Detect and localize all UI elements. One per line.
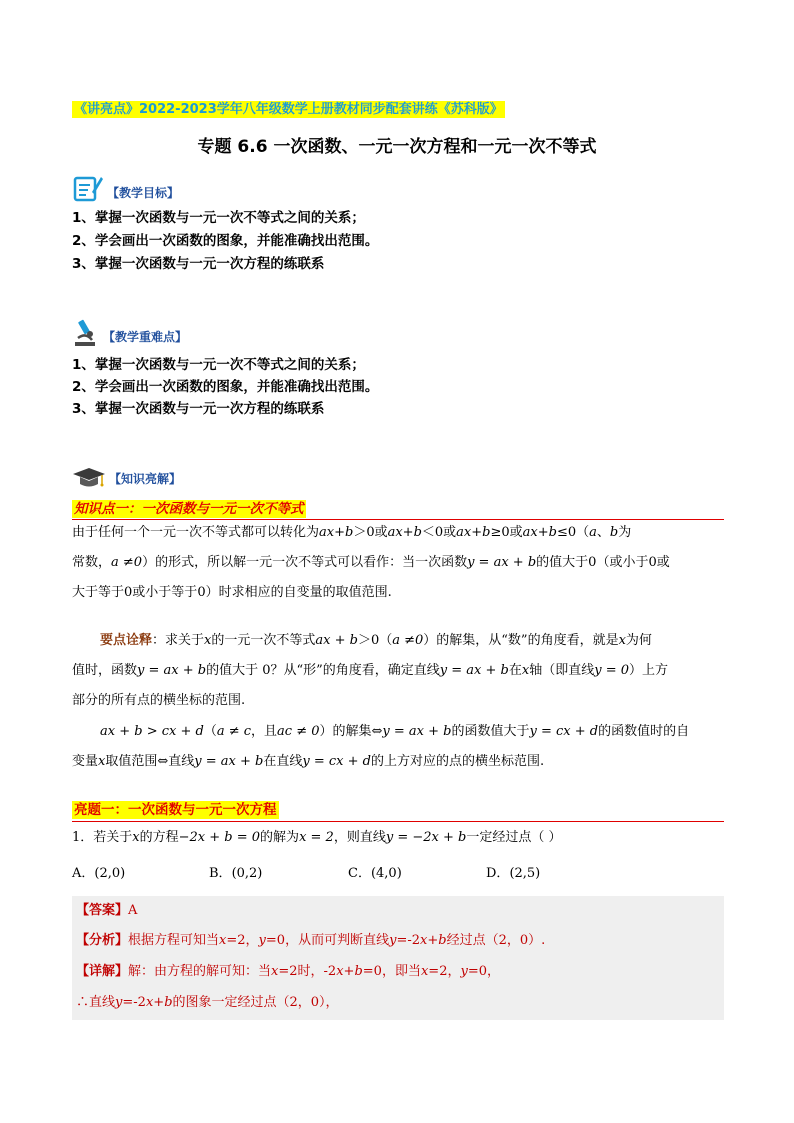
math-expr: a ≠0	[111, 555, 143, 570]
section-keypoints-label: 【教学重难点】	[103, 330, 188, 344]
math-var: b	[164, 995, 173, 1010]
math-num: 0	[197, 585, 206, 600]
answer-value: A	[128, 903, 138, 918]
example-heading-rule	[72, 821, 724, 822]
option-value: (4,0)	[370, 866, 402, 881]
paragraph-line	[72, 686, 728, 716]
text-run: =0，从而可判断直线	[265, 933, 390, 948]
math-var: y	[115, 995, 123, 1010]
text-run: +	[343, 964, 355, 979]
math-var: x	[521, 663, 530, 678]
text-run: ，则直线	[333, 830, 386, 845]
text-run: 变量	[72, 754, 99, 769]
option-value: (0,2)	[231, 866, 263, 881]
goal-item: 2、学会画出一次函数的图象，并能准确找出范围。	[72, 233, 379, 249]
text-run: 值时，函数	[72, 663, 138, 678]
math-var: x	[618, 633, 626, 648]
text-run: 为	[618, 525, 632, 540]
text-run: ）的解集⇔	[319, 724, 383, 739]
text-run: 经过点（2，0）.	[446, 933, 546, 948]
math-expr: y = cx + d	[302, 754, 371, 769]
math-expr: y = ax + b	[439, 663, 509, 678]
option-label: A．	[72, 866, 95, 881]
section-goals-heading	[72, 172, 179, 204]
math-expr: a ≠0	[392, 633, 424, 648]
goal-item: 3、掌握一次函数与一元一次方程的练联系	[72, 256, 325, 272]
analysis-line	[76, 931, 545, 951]
section-knowledge-heading	[72, 466, 181, 490]
knowledge-point-title: 知识点一：一次函数与一元一次不等式	[74, 501, 304, 517]
analysis-tag: 【分析】	[76, 933, 129, 948]
text-run: =2，	[226, 933, 259, 948]
math-expr: ax+b	[387, 525, 422, 540]
text-run: （	[203, 724, 217, 739]
text-run: 解：由方程的解可知：当	[128, 964, 272, 979]
math-expr: ac ≠ 0	[277, 724, 320, 739]
text-run: +	[153, 995, 165, 1010]
series-banner: 《讲亮点》2022-2023学年八年级数学上册教材同步配套讲练《苏科版》	[74, 102, 503, 117]
text-run: 的一元一次不等式	[211, 633, 316, 648]
text-run: 在	[508, 663, 522, 678]
text-run: ＞0或	[353, 525, 388, 540]
text-run: 部分的所有点的横坐标的范围.	[72, 693, 246, 708]
math-var: a	[589, 525, 597, 540]
text-run: ）的形式，所以解一元一次不等式可以看作：当一次函数	[142, 555, 468, 570]
paragraph-line	[100, 626, 728, 656]
math-num: 0	[588, 555, 597, 570]
text-run: 根据方程可知当	[128, 933, 220, 948]
option-label: C．	[348, 866, 371, 881]
paragraph-line	[72, 747, 728, 777]
text-run: =0，	[467, 964, 500, 979]
paragraph-line	[72, 548, 728, 578]
text-run: （或小于	[596, 555, 649, 570]
math-var: x	[132, 830, 140, 845]
key-note-label: 要点诠释	[100, 633, 153, 648]
microscope-icon	[72, 318, 100, 348]
keypoint-item: 2、学会画出一次函数的图象，并能准确找出范围。	[72, 379, 379, 395]
answer-line	[76, 901, 137, 921]
answer-tag: 【答案】	[76, 903, 129, 918]
goal-item: 1、掌握一次函数与一元一次不等式之间的关系；	[72, 210, 365, 226]
math-num: 0	[124, 585, 133, 600]
text-run: ）上方	[629, 663, 669, 678]
math-var: x	[420, 933, 428, 948]
math-var: y	[460, 964, 468, 979]
math-expr: y = ax + b	[382, 724, 452, 739]
text-run: ，且	[251, 724, 278, 739]
math-expr: y = 0	[594, 663, 629, 678]
math-var: b	[438, 933, 447, 948]
detail-tag: 【详解】	[76, 964, 129, 979]
detail-line	[76, 962, 500, 982]
math-var: y	[258, 933, 266, 948]
text-run: 一定经过点（ ）	[466, 830, 562, 845]
text-run: 的方程	[139, 830, 179, 845]
paragraph-line	[100, 717, 728, 747]
math-var: x	[271, 964, 279, 979]
section-keypoints-heading	[72, 318, 187, 348]
math-var: x	[204, 633, 212, 648]
keypoint-item: 1、掌握一次函数与一元一次不等式之间的关系；	[72, 357, 365, 373]
text-run: 的值大于	[536, 555, 589, 570]
math-num: 0	[648, 555, 657, 570]
text-run: 的图象一定经过点（2，0），	[172, 995, 339, 1010]
option-a	[72, 864, 125, 884]
notebook-pencil-icon	[72, 172, 104, 204]
text-run: 轴（即直线	[529, 663, 595, 678]
math-expr: y = ax + b	[194, 754, 264, 769]
text-run: 或小于等于	[132, 585, 198, 600]
text-run: =0，即当	[362, 964, 421, 979]
option-d	[486, 864, 540, 884]
math-var: x	[420, 964, 429, 979]
text-run: ＞0（	[357, 633, 393, 648]
math-expr: x = 2	[299, 830, 334, 845]
section-goals-label: 【教学目标】	[107, 186, 180, 200]
text-run: 1．若关于	[72, 830, 133, 845]
text-run: ）时求相应的自变量的取值范围.	[205, 585, 392, 600]
option-value: (2,5)	[509, 866, 541, 881]
text-run: =2，	[428, 964, 461, 979]
text-run: 取值范围⇔直线	[105, 754, 195, 769]
text-run: 的值大于 0？从“形”的角度看，确定直线	[206, 663, 440, 678]
text-run: =-2	[396, 933, 420, 948]
text-run: ≤0（	[556, 525, 590, 540]
text-run: ：求关于	[152, 633, 205, 648]
text-run: 大于等于	[72, 585, 125, 600]
text-run: +	[427, 933, 439, 948]
math-var: x	[145, 995, 154, 1010]
option-label: B．	[209, 866, 232, 881]
question-text	[72, 828, 561, 848]
math-expr: a ≠ c	[216, 724, 252, 739]
math-expr: y = ax + b	[137, 663, 207, 678]
text-run: 的函数值时的自	[598, 724, 690, 739]
math-var: x	[219, 933, 227, 948]
text-run: 为何	[625, 633, 652, 648]
text-run: 的上方对应的点的横坐标范围.	[370, 754, 545, 769]
detail-line	[76, 993, 339, 1013]
math-expr: ax+b	[319, 525, 354, 540]
math-var: b	[354, 964, 363, 979]
math-expr: −2x + b = 0	[178, 830, 261, 845]
math-var: x	[98, 754, 106, 769]
text-run: ∴直线	[76, 995, 116, 1010]
text-run: =2时，-2	[278, 964, 337, 979]
text-run: =-2	[122, 995, 146, 1010]
paragraph-line	[72, 578, 728, 608]
math-expr: y = −2x + b	[385, 830, 467, 845]
math-expr: ax+b	[522, 525, 557, 540]
text-run: ＜0或	[421, 525, 457, 540]
math-expr: ax + b > cx + d	[100, 724, 204, 739]
example-heading: 亮题一：一次函数与一元一次方程	[74, 802, 277, 818]
option-b	[209, 864, 262, 884]
math-var: b	[609, 525, 619, 540]
text-run: 、	[596, 525, 610, 540]
graduation-cap-icon	[72, 466, 106, 490]
math-var: y	[389, 933, 397, 948]
text-run: 的解为	[260, 830, 300, 845]
math-expr: y = cx + d	[529, 724, 599, 739]
paragraph-line	[72, 656, 728, 686]
text-run: ）的解集，从“数”的角度看，就是	[423, 633, 619, 648]
section-knowledge-label: 【知识亮解】	[109, 472, 182, 486]
text-run: 常数，	[72, 555, 112, 570]
text-run: 的函数值大于	[451, 724, 530, 739]
math-expr: ax+b	[456, 525, 491, 540]
text-run: ≥0或	[490, 525, 523, 540]
text-run: 或	[656, 555, 670, 570]
option-value: (2,0)	[94, 866, 126, 881]
page-title: 专题 6.6 一次函数、一元一次方程和一元一次不等式	[197, 137, 597, 157]
text-run: 在直线	[263, 754, 303, 769]
math-var: x	[336, 964, 344, 979]
math-expr: y = ax + b	[467, 555, 537, 570]
paragraph-line	[72, 518, 728, 548]
option-label: D．	[486, 866, 510, 881]
math-expr: ax + b	[315, 633, 358, 648]
keypoint-item: 3、掌握一次函数与一元一次方程的练联系	[72, 401, 325, 417]
option-c	[348, 864, 402, 884]
text-run: 由于任何一个一元一次不等式都可以转化为	[72, 525, 320, 540]
